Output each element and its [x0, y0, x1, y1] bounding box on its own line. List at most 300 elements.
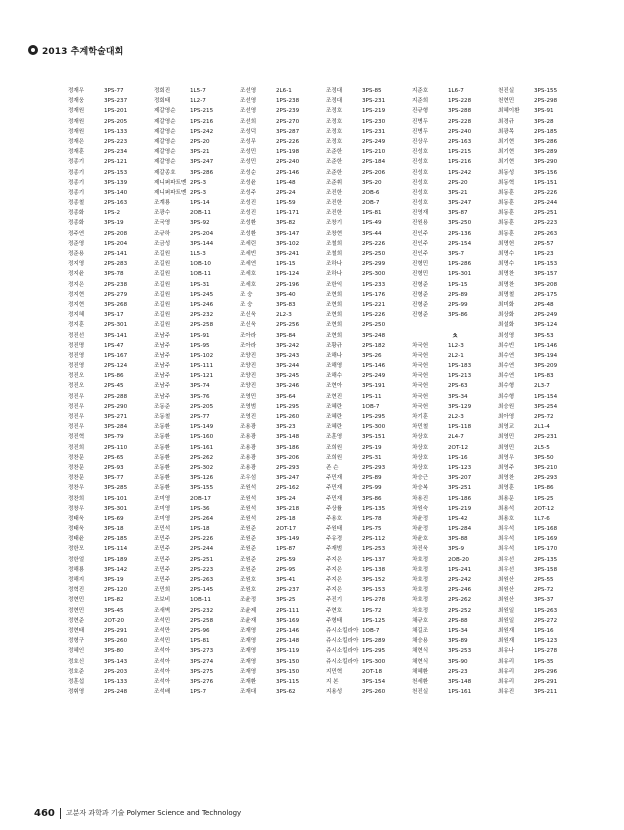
author-name: 최수빈 [498, 342, 515, 349]
paper-code: 1PS-125 [362, 617, 386, 624]
paper-code: 2PS-293 [534, 475, 558, 482]
author-name: 정진영 [68, 363, 85, 370]
author-name: 조해영 [326, 363, 343, 370]
paper-code: 1PS-168 [534, 526, 558, 533]
author-name: 진성호 [412, 159, 429, 166]
author-name: 조혜란 [326, 424, 343, 431]
index-row [68, 432, 584, 442]
paper-code: 3PS-150 [276, 658, 300, 665]
paper-code: 1PS-242 [190, 128, 214, 135]
author-name: 최명철 [498, 291, 515, 298]
paper-code: 3PS-90 [448, 658, 468, 665]
paper-code: 3PS-151 [362, 434, 386, 441]
paper-code: 3PS-140 [104, 189, 128, 196]
index-row [68, 524, 584, 534]
author-name: 정휘영 [68, 689, 85, 696]
index-row [68, 320, 584, 330]
author-name: 진형준 [412, 301, 429, 308]
author-name: 진병두 [412, 118, 429, 125]
paper-code: 2PS-20 [448, 179, 468, 186]
paper-code: 2PS-226 [362, 240, 386, 247]
author-name: 차상호 [412, 434, 429, 441]
paper-code: 2PS-263 [534, 230, 558, 237]
paper-code: 2PS-262 [448, 597, 472, 604]
paper-code: 2PS-296 [534, 668, 558, 675]
author-name: 조준휘 [326, 179, 343, 186]
paper-code: 2PS-240 [448, 128, 472, 135]
author-name: 최유진 [498, 689, 515, 696]
author-name: 정종화 [68, 220, 85, 227]
paper-code: 3PS-194 [534, 352, 558, 359]
index-row [68, 514, 584, 524]
section-letter: ㅊ [451, 331, 459, 340]
paper-code: 2PS-65 [104, 454, 124, 461]
author-name: 조성환 [240, 230, 257, 237]
author-name: 정진선 [68, 332, 85, 339]
paper-code: 3PS-82 [276, 220, 296, 227]
author-name: 조해수 [326, 373, 343, 380]
paper-code: 3PS-247 [276, 475, 300, 482]
paper-code: 1PS-216 [190, 118, 214, 125]
paper-code: 2PS-248 [104, 689, 128, 696]
author-name: 제갈영순 [154, 118, 176, 125]
author-name: 쥬시소킬라아 [326, 658, 359, 665]
paper-code: 1PS-201 [104, 108, 128, 115]
journal-name: 고분자 과학과 기술 Polymer Science and Technology [65, 809, 242, 817]
paper-code: 3PS-86 [448, 312, 468, 319]
paper-code: 1PS-123 [534, 638, 558, 645]
index-row [68, 168, 584, 178]
paper-code [448, 320, 498, 330]
author-name: 조아라 [240, 342, 257, 349]
paper-code: 3PS-268 [104, 301, 128, 308]
paper-code: 3PS-207 [448, 475, 472, 482]
paper-code: 2PS-226 [534, 189, 558, 196]
author-name: 차호정 [412, 607, 429, 614]
author-name: 최영우 [498, 454, 515, 461]
index-row [68, 96, 584, 106]
author-name: 최경규 [498, 118, 515, 125]
index-row [68, 534, 584, 544]
paper-code: 2PS-226 [276, 138, 300, 145]
paper-code: 1PS-7 [190, 689, 207, 696]
paper-code: 2OT-20 [104, 617, 125, 624]
author-name: 정현준 [68, 617, 85, 624]
author-name: 조정호 [326, 118, 343, 125]
author-name: 조준한 [326, 159, 343, 166]
author-name: 조하나 [326, 271, 343, 278]
index-row [68, 422, 584, 432]
paper-code: 1PS-83 [534, 373, 554, 380]
author-name: 주민재 [326, 475, 343, 482]
author-name: 조재영 [240, 638, 257, 645]
author-name: 조희원 [326, 454, 343, 461]
author-name: 차국헌 [412, 363, 429, 370]
author-name: 정회진 [154, 88, 171, 94]
paper-code: 1PS-246 [190, 301, 214, 308]
paper-code: 2PS-242 [448, 577, 472, 583]
index-row [68, 290, 584, 300]
author-name: 최광목 [498, 128, 515, 135]
author-name: 최용석 [498, 505, 515, 512]
paper-code: 2PS-244 [534, 200, 558, 207]
author-name: 최우선 [498, 566, 515, 573]
paper-code: 1PS-260 [276, 414, 300, 420]
author-name: 조정호 [326, 138, 343, 145]
author-name: 조동철 [154, 414, 171, 420]
paper-code: 2L2-1 [448, 352, 464, 359]
author-name: 조진한 [326, 200, 343, 207]
paper-code: 3PS-80 [104, 648, 124, 655]
author-name: 최원일 [498, 617, 515, 624]
author-name: 조성무 [240, 138, 257, 145]
index-row [68, 280, 584, 290]
paper-code: 3PS-24 [276, 495, 296, 502]
paper-code: 2PS-251 [190, 556, 214, 563]
paper-code: 3PS-248 [362, 332, 386, 339]
paper-code: 2PS-184 [362, 159, 386, 166]
paper-code: 1OB-7 [362, 403, 380, 410]
paper-code: 1PS-42 [448, 515, 468, 522]
index-row [68, 361, 584, 371]
author-name: 최동훈 [498, 210, 515, 217]
paper-code: 3PS-209 [534, 363, 558, 370]
author-name: 최동혁 [498, 179, 515, 186]
paper-code: 1L7-6 [534, 515, 550, 522]
author-name: 조해나 [326, 352, 343, 359]
paper-code: 1PS-233 [362, 281, 386, 288]
author-name: 조길원 [154, 271, 171, 278]
author-name: 정준영 [68, 240, 85, 247]
index-row [68, 86, 584, 96]
paper-code: 3PS-144 [190, 240, 214, 247]
author-name: 조창기 [326, 220, 343, 227]
author-name: 정진명 [68, 342, 85, 349]
paper-code: 3PS-20 [362, 179, 382, 186]
author-name: 정재원 [68, 108, 85, 115]
paper-code: 3PS-243 [276, 352, 300, 359]
paper-code: 3PS-74 [190, 383, 210, 390]
paper-code: 3PS-208 [534, 281, 558, 288]
author-name: 최명헌 [498, 240, 515, 247]
paper-code: 1PS-2 [104, 210, 121, 217]
author-name: 최명찬 [498, 271, 515, 278]
author-name: 정재은 [68, 138, 85, 145]
paper-code: 1PS-161 [190, 444, 214, 451]
index-row [68, 657, 584, 667]
paper-code: 2OB-20 [448, 556, 469, 563]
paper-code: 3PS-290 [534, 159, 558, 166]
author-name: 정혜인 [68, 648, 85, 655]
paper-code: 1PS-15 [448, 281, 468, 288]
author-name: 정찬문 [68, 464, 85, 471]
paper-code: 3PS-143 [104, 658, 128, 665]
author-name: 조길원 [154, 322, 171, 329]
author-name: 조선영 [240, 108, 257, 115]
author-name: 정종화 [68, 210, 85, 217]
paper-code: 3PS-139 [104, 179, 128, 186]
paper-code: 1PS-289 [362, 638, 386, 645]
paper-code: 3PS-246 [276, 383, 300, 390]
author-name: 조민희 [154, 587, 171, 594]
paper-code: 2PS-256 [276, 322, 300, 329]
paper-code: 2PS-185 [534, 128, 558, 135]
paper-code: 1PS-34 [448, 627, 468, 634]
paper-code: 1PS-183 [448, 363, 472, 370]
author-name: 조정호 [326, 108, 343, 115]
paper-code: 1PS-121 [190, 373, 214, 380]
paper-code: 3PS-210 [534, 464, 558, 471]
paper-code: 2PS-19 [362, 444, 382, 451]
index-row [68, 616, 584, 626]
author-name: 조동준 [154, 403, 171, 410]
author-name: 조길원 [154, 251, 171, 257]
author-name: 최명찬 [498, 281, 515, 288]
author-name: 정종기 [68, 189, 85, 196]
author-name: 조원준 [240, 556, 257, 563]
index-row [68, 595, 584, 605]
index-row [68, 565, 584, 575]
paper-code: 2PS-240 [276, 159, 300, 166]
author-name: 정태욱 [68, 515, 85, 522]
paper-code: 3PS-286 [534, 138, 558, 145]
paper-code: 2PS-298 [534, 98, 558, 105]
paper-code: 2PS-153 [104, 169, 128, 176]
author-name: 조계룡 [154, 200, 171, 207]
author-name: 조재환 [240, 678, 257, 685]
paper-code: 3PS-147 [276, 230, 300, 237]
author-name: 조원준 [240, 536, 257, 543]
paper-code: 1PS-23 [534, 251, 554, 257]
author-name: 조새벽 [154, 607, 171, 614]
author-name: 조민주 [154, 536, 171, 543]
paper-code: 1PS-86 [534, 485, 554, 492]
author-name: 조민주 [154, 577, 171, 583]
author-name: 차윤정 [412, 515, 429, 522]
paper-code: 1PS-151 [534, 179, 558, 186]
author-name: 조한익 [326, 281, 343, 288]
author-name: 주민재 [326, 495, 343, 502]
index-row [68, 473, 584, 483]
paper-code: 1PS-16 [448, 454, 468, 461]
author-name: 최수연 [498, 373, 515, 380]
author-name: 조재대 [240, 689, 257, 696]
paper-code: 2PS-63 [448, 383, 468, 390]
author-name: 정해룡 [68, 566, 85, 573]
paper-code: 2PS-234 [104, 149, 128, 156]
author-name: 조현희 [326, 322, 343, 329]
page-footer [34, 806, 241, 820]
author-name: 정태윤 [68, 536, 85, 543]
paper-code: 1PS-301 [448, 271, 472, 278]
page-header [28, 40, 123, 60]
author-name: 조원준 [240, 526, 257, 533]
author-name: 차상호 [412, 454, 429, 461]
author-name: 조국영 [154, 220, 171, 227]
author-name: 조석아 [154, 668, 171, 675]
author-name: 정지현 [68, 301, 85, 308]
author-name: 최동훈 [498, 230, 515, 237]
index-row [68, 483, 584, 493]
author-index [68, 86, 584, 697]
paper-code: 3PS-148 [448, 678, 472, 685]
author-name: 천현민 [498, 98, 515, 105]
paper-code: 1PS-263 [534, 607, 558, 614]
paper-code: 1PS-78 [362, 515, 382, 522]
paper-code: 1PS-149 [190, 424, 214, 431]
paper-code: 2PS-111 [276, 607, 300, 614]
author-name: 차진욱 [412, 546, 429, 553]
author-name: 최명수 [498, 261, 515, 268]
paper-code: 3PS-275 [190, 668, 214, 675]
paper-code: 2PS-72 [534, 414, 554, 420]
author-name: 지민혁 [326, 668, 343, 675]
index-row [68, 218, 584, 228]
author-name: 주재범 [326, 546, 343, 553]
author-name: 조성주 [240, 189, 257, 196]
paper-code: 1PS-186 [448, 495, 472, 502]
author-name: 최승원 [498, 403, 515, 410]
header-title: 2013 추계학술대회 [42, 46, 124, 57]
author-name: 최영민 [498, 434, 515, 441]
paper-code: 2PS-223 [104, 138, 128, 145]
paper-code: 2PS-154 [448, 240, 472, 247]
paper-code: 3PS-254 [534, 403, 558, 410]
author-name: 진성호 [412, 149, 429, 156]
index-row [68, 677, 584, 687]
author-name: 쥬시소킬라아 [326, 648, 359, 655]
author-name: 조재영 [240, 658, 257, 665]
index-row [68, 269, 584, 279]
author-name: 조보비 [154, 597, 171, 604]
paper-code: 2PS-239 [276, 108, 300, 115]
paper-code: 1L5-7 [190, 88, 206, 94]
author-name: 차호정 [412, 597, 429, 604]
author-name: 정진희 [68, 444, 85, 451]
paper-code: 1PS-75 [362, 526, 382, 533]
author-name: 정재훈 [68, 149, 85, 156]
author-name: 채길조 [412, 627, 429, 634]
paper-code: 2PS-260 [362, 689, 386, 696]
paper-code: 2PS-31 [362, 454, 382, 461]
author-name: 차승복 [412, 485, 429, 492]
paper-code: 1PS-167 [104, 352, 128, 359]
author-name: 최기현 [498, 149, 515, 156]
author-name: 조길원 [154, 291, 171, 298]
paper-code: 3PS-245 [276, 373, 300, 380]
author-name: 진인주 [412, 240, 429, 247]
author-name: 조우섬 [240, 475, 257, 482]
ring-logo-icon [28, 45, 38, 55]
paper-code: 3PS-250 [448, 220, 472, 227]
paper-code: 1PS-230 [362, 118, 386, 125]
index-row [68, 494, 584, 504]
index-row [68, 259, 584, 269]
paper-code: 1PS-189 [104, 556, 128, 563]
author-name: 진규형 [412, 108, 429, 115]
author-name: 정재우 [68, 88, 85, 94]
index-row [68, 646, 584, 656]
paper-code: 3PS-102 [276, 240, 300, 247]
author-name: 차국헌 [412, 342, 429, 349]
paper-code: 2PS-185 [104, 536, 128, 543]
author-name: 쥬시소킬라아 [326, 627, 359, 634]
author-name: 최수형 [498, 393, 515, 400]
author-name: 최원산 [498, 577, 515, 583]
paper-code: 2PS-258 [190, 617, 214, 624]
author-name: 정재원 [68, 118, 85, 125]
author-name: 주유경 [326, 536, 343, 543]
author-name: 진성호 [412, 200, 429, 207]
author-name: 정종기 [68, 159, 85, 166]
author-name: 정창우 [68, 505, 85, 512]
author-name: 최우석 [498, 546, 515, 553]
author-name: 정현민 [68, 607, 85, 614]
author-name: 최동훈 [498, 220, 515, 227]
author-name: 조현아 [326, 383, 343, 390]
paper-code: 2PS-124 [104, 363, 128, 370]
paper-code: 3PS-260 [104, 638, 128, 645]
paper-code: 2PS-291 [534, 678, 558, 685]
author-name: 최수형 [498, 383, 515, 390]
index-row [68, 341, 584, 351]
paper-code: 2PS-290 [104, 403, 128, 410]
paper-code: 2PS-136 [448, 230, 472, 237]
author-name: 정진우 [68, 424, 85, 431]
index-row [68, 443, 584, 453]
paper-code: 3PS-129 [448, 403, 472, 410]
paper-code: 2PS-203 [104, 668, 128, 675]
paper-code: 2PS-228 [448, 118, 472, 125]
author-name: 정찬희 [68, 495, 85, 502]
paper-code: 3PS-17 [104, 312, 124, 319]
paper-code: 3PS-271 [104, 414, 128, 420]
author-name: 채현식 [412, 658, 429, 665]
author-name: 조신욱 [240, 322, 257, 329]
author-name: 존 슨 [326, 464, 339, 471]
author-name: 조성진 [240, 200, 257, 207]
paper-code: 2PS-300 [362, 271, 386, 278]
author-name: 조길원 [154, 301, 171, 308]
author-name: 조석민 [154, 617, 171, 624]
paper-code: 1PS-87 [276, 546, 296, 553]
author-name: 최원산 [498, 597, 515, 604]
paper-code: 3PS-64 [276, 393, 296, 400]
author-name: 조선희 [240, 118, 257, 125]
author-name: 차호정 [412, 566, 429, 573]
paper-code: 2PS-141 [104, 251, 128, 257]
author-name: 조원석 [240, 505, 257, 512]
author-name: 정진우 [68, 393, 85, 400]
author-name: 진형준 [412, 312, 429, 319]
paper-code: 3PS-276 [190, 678, 214, 685]
author-name: 주용호 [326, 515, 343, 522]
author-name: 조성환 [240, 220, 257, 227]
author-name: 진인주 [412, 230, 429, 237]
author-name: 조성덕 [240, 128, 257, 135]
paper-code: 3PS-241 [276, 251, 300, 257]
author-name: 조미영 [154, 495, 171, 502]
author-name: 조동환 [154, 424, 171, 431]
author-name: 정종철 [68, 200, 85, 207]
author-name: 조원호 [240, 587, 257, 594]
author-name: 조성민 [240, 159, 257, 166]
paper-code: 2PS-3 [190, 189, 207, 196]
paper-code: 2PS-250 [362, 251, 386, 257]
author-name: 조재영 [240, 627, 257, 634]
paper-code: 3PS-247 [448, 200, 472, 207]
index-row [68, 504, 584, 514]
